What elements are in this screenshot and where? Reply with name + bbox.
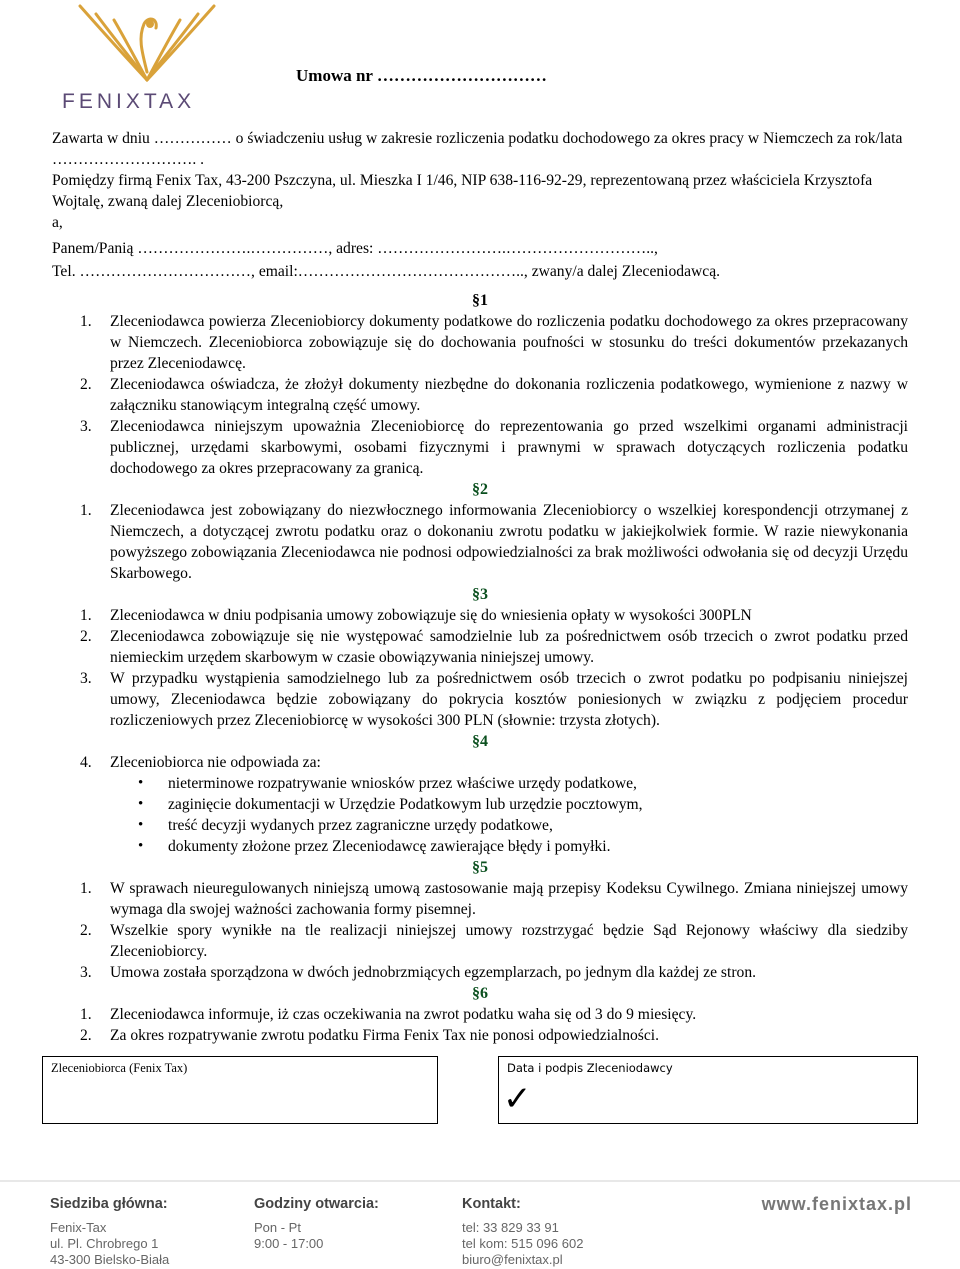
contract-body bbox=[52, 128, 908, 1046]
signature-label: Data i podpis Zleceniodawcy bbox=[507, 1061, 673, 1075]
list-item: 2. Zleceniodawca oświadcza, że złożył dokumenty niezbędne do dokonania rozliczenia podatkowego, wymienione z nazwy w załączniku stanowiącym integralną część umowy. bbox=[80, 376, 908, 414]
list-item: 1. Zleceniodawca jest zobowiązany do niezwłocznego informowania Zleceniobiorcy o wszelkiej korespondencji otrzymanej z Niemczech, a dotyczącej zwrotu podatku oraz o dokonaniu zwrotu podatku w jakiejkolwiek formie. W razie niewykonania powyższego zobowiązania Zleceniodawca nie podnosi odpowiedzialności za brak możliwości odwołania się od decyzji Urzędu Skarbowego. bbox=[80, 502, 908, 582]
list-item-text: Zleceniodawca oświadcza, że złożył dokumenty niezbędne do dokonania rozliczenia podatkowego, wymienione z nazwy w załączniku stanowiącym integralną część umowy. bbox=[110, 376, 908, 414]
list-item-text: Umowa została sporządzona w dwóch jednobrzmiących egzemplarzach, po jednym dla każdej ze stron. bbox=[110, 964, 757, 981]
footer-line: Fenix-Tax bbox=[50, 1220, 107, 1235]
intro-line: Pomiędzy firmą Fenix Tax, 43-200 Pszczyna, ul. Mieszka I 1/46, NIP 638-116-92-29, reprezentowaną przez właściciela Krzysztofa Wojtalę, zwaną dalej Zleceniobiorcą, bbox=[52, 172, 873, 210]
bullet-item: • nieterminowe rozpatrywanie wniosków przez właściwe urzędy podatkowe, bbox=[52, 773, 908, 794]
bullet-item: • dokumenty złożone przez Zleceniodawcę zawierające błędy i pomyłki. bbox=[52, 836, 908, 857]
client-signature-box[interactable] bbox=[498, 1056, 918, 1124]
list-item-text: Zleceniodawca w dniu podpisania umowy zobowiązuje się do wniesienia opłaty w wysokości 300PLN bbox=[110, 607, 752, 624]
logo-wordmark: FENIXTAX bbox=[62, 90, 196, 113]
section-5-title: §5 bbox=[472, 859, 488, 876]
list-item-text: Zleceniodawca informuje, iż czas oczekiwania na zwrot podatku waha się od 3 do 9 miesięcy. bbox=[110, 1006, 697, 1023]
section-1-title: §1 bbox=[472, 292, 488, 309]
section-6-title: §6 bbox=[472, 985, 488, 1002]
section-3-title: §3 bbox=[472, 586, 488, 603]
footer-mobile[interactable]: tel kom: 515 096 602 bbox=[462, 1236, 584, 1251]
footer-contact bbox=[462, 1196, 583, 1268]
intro-line: Tel. ……………………………, email:…………………………………….., zwany/a dalej Zleceniodawcą. bbox=[52, 263, 721, 280]
list-item-text: Za okres rozpatrywanie zwrotu podatku Firma Fenix Tax nie ponosi odpowiedzialności. bbox=[110, 1027, 660, 1044]
list-item: 1. W sprawach nieuregulowanych niniejszą umową zastosowanie mają przepisy Kodeksu Cywilnego. Zmiana niniejszej umowy wymaga dla swojej ważności zachowania formy pisemnej. bbox=[80, 880, 908, 918]
list-item-text: Zleceniodawca jest zobowiązany do niezwłocznego informowania Zleceniobiorcy o wszelkiej korespondencji otrzymanej z Niemczech, a dotyczącej zwrotu podatku oraz o dokonaniu zwrotu podatku w jakiejkolwiek formie. W razie niewykonania powyższego zobowiązania Zleceniodawca nie podnosi odpowiedzialności za brak możliwości odwołania się od decyzji Urzędu Skarbowego. bbox=[110, 502, 908, 582]
list-item: 4. Zleceniobiorca nie odpowiada za: bbox=[80, 754, 321, 771]
footer-line: 9:00 - 17:00 bbox=[254, 1236, 324, 1251]
footer-line: ul. Pl. Chrobrego 1 bbox=[50, 1236, 159, 1251]
checkmark-icon: ✓ bbox=[503, 1079, 532, 1119]
list-item-text: Zleceniodawca powierza Zleceniobiorcy dokumenty podatkowe do rozliczenia podatku dochodowego za okres przepracowany w Niemczech. Zleceniobiorca zobowiązuje się do dochowania poufności w stosunku do treści dokumentów przekazanych przez Zleceniodawcę. bbox=[110, 313, 908, 372]
footer-email-link[interactable]: biuro@fenixtax.pl bbox=[462, 1252, 563, 1267]
list-item-text: Zleceniodawca niniejszym upoważnia Zleceniobiorcę do reprezentowania go przed wszelkimi organami administracji publicznej, urzędami skarbowymi, osobami fizycznymi i prawnymi w sprawach dotyczących rozliczenia podatku dochodowego za okres przepracowany za granicą. bbox=[110, 418, 908, 477]
list-item-text: Zleceniodawca zobowiązuje się nie występować samodzielnie lub za pośrednictwem osób trzecich o zwrot podatku przed niemieckim urzędem skarbowym w czasie obowiązywania niniejszej umowy. bbox=[110, 628, 908, 666]
list-item-text: Zleceniobiorca nie odpowiada za: bbox=[110, 754, 321, 771]
intro-line: Panem/Panią ………………….……………, adres: …………………….……………………….., bbox=[52, 240, 658, 257]
footer-phone[interactable]: tel: 33 829 33 91 bbox=[462, 1220, 559, 1235]
list-item: 3. Umowa została sporządzona w dwóch jednobrzmiących egzemplarzach, po jednym dla każdej ze stron. bbox=[80, 964, 757, 981]
footer-line: 43-300 Bielsko-Biała bbox=[50, 1252, 170, 1267]
bullet-item: • zaginięcie dokumentacji w Urzędzie Podatkowym lub urzędzie pocztowym, bbox=[52, 794, 908, 815]
section-4-title: §4 bbox=[472, 733, 488, 750]
intro-line: a, bbox=[52, 214, 63, 231]
section-2-title: §2 bbox=[472, 481, 488, 498]
list-item-text: W przypadku wystąpienia samodzielnego lub za pośrednictwem osób trzecich o zwrot podatku po podpisaniu niniejszej umowy, Zleceniodawca będzie zobowiązany do pokrycia kosztów poniesionych w związku z podjęciem procedur rozliczeniowych przez Zleceniobiorcę w wysokości 300 PLN (słownie: trzysta złotych). bbox=[110, 670, 908, 729]
phoenix-icon bbox=[72, 2, 222, 88]
fenixtax-logo bbox=[48, 2, 240, 114]
footer-office bbox=[50, 1196, 169, 1268]
list-item: 1. Zleceniodawca powierza Zleceniobiorcy dokumenty podatkowe do rozliczenia podatku dochodowego za okres przepracowany w Niemczech. Zleceniobiorca zobowiązuje się do dochowania poufności w stosunku do treści dokumentów przekazanych przez Zleceniodawcę. bbox=[80, 313, 908, 372]
list-item: 1. Zleceniodawca w dniu podpisania umowy zobowiązuje się do wniesienia opłaty w wysokości 300PLN bbox=[80, 607, 752, 624]
footer-heading: Godziny otwarcia: bbox=[254, 1196, 379, 1212]
footer-heading: Kontakt: bbox=[462, 1196, 521, 1212]
list-item: 3. W przypadku wystąpienia samodzielnego lub za pośrednictwem osób trzecich o zwrot podatku po podpisaniu niniejszej umowy, Zleceniodawca będzie zobowiązany do pokrycia kosztów poniesionych w związku z podjęciem procedur rozliczeniowych przez Zleceniobiorcę w wysokości 300 PLN (słownie: trzysta złotych). bbox=[80, 670, 908, 729]
signature-label: Zleceniobiorca (Fenix Tax) bbox=[51, 1061, 188, 1075]
list-item: 1. Zleceniodawca informuje, iż czas oczekiwania na zwrot podatku waha się od 3 do 9 miesięcy. bbox=[80, 1006, 697, 1023]
footer-line: Pon - Pt bbox=[254, 1220, 301, 1235]
bullet-item: • treść decyzji wydanych przez zagraniczne urzędy podatkowe, bbox=[52, 815, 908, 836]
contractor-signature-box[interactable] bbox=[42, 1056, 438, 1124]
list-item: 3. Zleceniodawca niniejszym upoważnia Zleceniobiorcę do reprezentowania go przed wszelkimi organami administracji publicznej, urzędami skarbowymi, osobami fizycznymi i prawnymi w sprawach dotyczących rozliczenia podatku dochodowego za okres przepracowany za granicą. bbox=[80, 418, 908, 477]
footer-heading: Siedziba główna: bbox=[50, 1196, 168, 1212]
footer-hours bbox=[254, 1196, 379, 1252]
intro-line: Zawarta w dniu …………… o świadczeniu usług w zakresie rozliczenia podatku dochodowego za okres pracy w Niemczech za rok/lata ………………………. . bbox=[52, 130, 903, 168]
website-link[interactable]: www.fenixtax.pl bbox=[761, 1194, 912, 1214]
footer bbox=[0, 1180, 960, 1269]
list-item-text: W sprawach nieuregulowanych niniejszą umową zastosowanie mają przepisy Kodeksu Cywilnego. Zmiana niniejszej umowy wymaga dla swojej ważności zachowania formy pisemnej. bbox=[110, 880, 908, 918]
list-item: 2. Zleceniodawca zobowiązuje się nie występować samodzielnie lub za pośrednictwem osób trzecich o zwrot podatku przed niemieckim urzędem skarbowym w czasie obowiązywania niniejszej umowy. bbox=[80, 628, 908, 666]
list-item: 2. Za okres rozpatrywanie zwrotu podatku Firma Fenix Tax nie ponosi odpowiedzialności. bbox=[80, 1027, 660, 1044]
contract-title: Umowa nr ………………………… bbox=[296, 66, 547, 85]
list-item: 2. Wszelkie spory wynikłe na tle realizacji niniejszej umowy rozstrzygać będzie Sąd Rejonowy właściwy dla siedziby Zleceniobiorcy. bbox=[80, 922, 908, 960]
list-item-text: Wszelkie spory wynikłe na tle realizacji niniejszej umowy rozstrzygać będzie Sąd Rejonowy właściwy dla siedziby Zleceniobiorcy. bbox=[110, 922, 908, 960]
